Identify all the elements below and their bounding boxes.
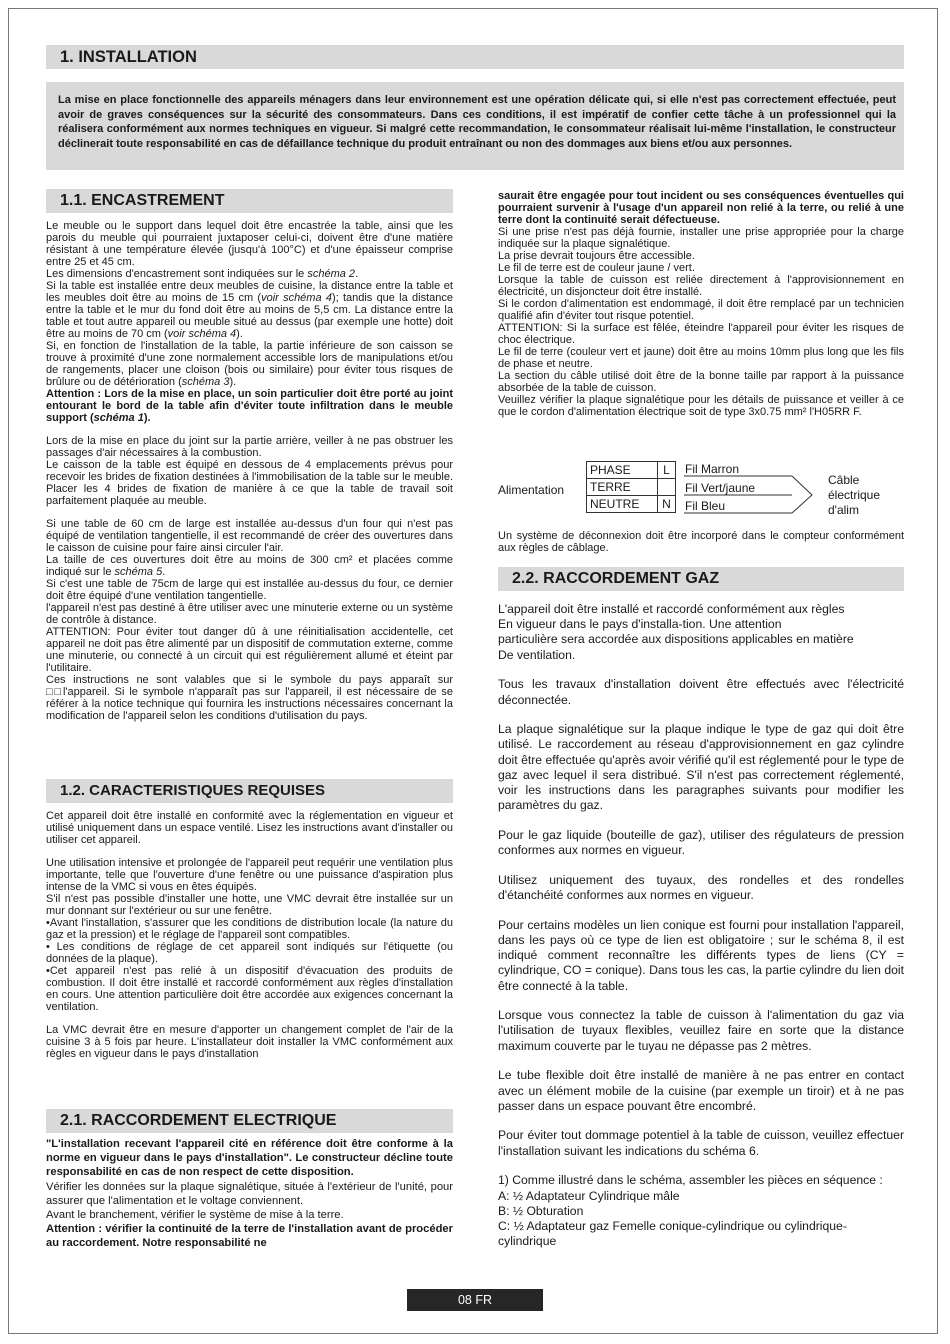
- paragraph: Si c'est une table de 75cm de large qui est installée au-dessus du four, ce dernier doit être équipé d'une ventilation tangentielle.: [46, 578, 453, 602]
- paragraph: Pour éviter tout dommage potentiel à la table de cuisson, veuillez effectuer l'installation suivant les indications du schéma 6.: [498, 1128, 904, 1158]
- paragraph: Pour le gaz liquide (bouteille de gaz), utiliser des régulateurs de pression conformes aux normes en vigueur.: [498, 827, 904, 858]
- wire-name: NEUTRE: [587, 496, 658, 513]
- paragraph: Avant le branchement, vérifier le système de mise à la terre.: [46, 1209, 344, 1222]
- warning-paragraph: Attention : vérifier la continuité de la terre de l'installation avant de procéder au raccordement. Notre responsabilité ne: [46, 1223, 453, 1250]
- cable-label: Câble électrique d'alim: [828, 473, 881, 517]
- paragraph: La section du câble utilisé doit être de la bonne taille par rapport à la puissance absorbée de la table de cuisson.: [498, 370, 904, 394]
- section-title-raccordement-electrique: 2.1. RACCORDEMENT ELECTRIQUE: [46, 1109, 453, 1133]
- wiring-row: [587, 479, 676, 496]
- wiring-supply-label: Alimentation: [498, 483, 565, 497]
- bullet-paragraph: •Cet appareil n'est pas relié à un dispositif d'évacuation des produits de combustion. Il doit être installé et raccordé conformément aux règles d'installation en cours. Une attention particulière doit être accordée aux exigences concernant la ventilation.: [46, 965, 453, 1013]
- paragraph: Si le cordon d'alimentation est endommagé, il doit être remplacé par un technicien qualifié afin d'éviter tout risque potentiel.: [498, 298, 904, 322]
- paragraph: Lorsque la table de cuisson est reliée directement à l'approvisionnement en électricité, un disjoncteur doit être installé.: [498, 274, 904, 298]
- wiring-table: [586, 461, 676, 513]
- section-title-caracteristiques: 1.2. CARACTERISTIQUES REQUISES: [46, 779, 453, 803]
- warning-paragraph: saurait être engagée pour tout incident ou ses conséquences éventuelles qui pourraient survenir à l'usage d'un appareil non relié à la terre, ou relié à une terre dont la continuité serait défectueuse.: [498, 190, 904, 226]
- page-number: 08 FR: [407, 1289, 543, 1311]
- wire-code: L: [658, 462, 676, 479]
- paragraph: Les dimensions d'encastrement sont indiquées sur le schéma 2.: [46, 268, 359, 280]
- section-caracteristiques: [46, 779, 453, 1060]
- wire-colour: Fil Bleu: [685, 499, 726, 513]
- paragraph: Le fil de terre (couleur vert et jaune) doit être au moins 10mm plus long que les fils de phase et neutre.: [498, 346, 904, 370]
- paragraph: Un système de déconnexion doit être incorporé dans le compteur conformément aux règles de câblage.: [498, 530, 904, 554]
- electric-disconnection: [498, 530, 904, 554]
- paragraph: Si, en fonction de l'installation de la table, la partie inférieure de son caisson se trouve à proximité d'une zone normalement accessible lors de manipulations et/ou de rangements, placer une cloison (bois ou similaire) pour éviter tous risques de brûlure ou de détérioration (schéma 3).: [46, 340, 453, 388]
- bullet-paragraph: • Les conditions de réglage de cet appareil sont indiqués sur l'étiquette (ou données de la plaque).: [46, 941, 453, 965]
- wiring-arrow-icon: [682, 461, 822, 519]
- paragraph: Lorsque vous connectez la table de cuisson à l'alimentation du gaz via l'utilisation de tuyaux flexibles, veuillez faire en sorte que la distance maximum couverte par le tuyau ne dépasse pas 2 mètres.: [498, 1008, 904, 1053]
- paragraph: Lors de la mise en place du joint sur la partie arrière, veiller à ne pas obstruer les passages d'air nécessaires à la combustion.: [46, 435, 453, 459]
- paragraph: La taille de ces ouvertures doit être au moins de 300 cm² et placées comme indiqué sur le schéma 5.: [46, 554, 453, 578]
- list-item: C: ½ Adaptateur gaz Femelle conique-cylindrique ou cylindrique-cylindrique: [498, 1219, 847, 1249]
- wire-colour: Fil Vert/jaune: [685, 481, 756, 495]
- paragraph: Le fil de terre est de couleur jaune / vert.: [498, 262, 695, 274]
- paragraph: Le tube flexible doit être installé de manière à ne pas entrer en contact avec un élément mobile de la cuisine (par exemple un tiroir) et à ne pas passer dans un espace pouvant être encombré.: [498, 1068, 904, 1113]
- paragraph: 1) Comme illustré dans le schéma, assembler les pièces en séquence :: [498, 1173, 883, 1188]
- warning-paragraph: "L'installation recevant l'appareil cité en référence doit être conforme à la norme en vigueur dans le pays d'installation". Le constructeur décline toute responsabilité en cas de non respect de cette disposition.: [46, 1138, 453, 1179]
- list-item: A: ½ Adaptateur Cylindrique mâle: [498, 1188, 680, 1203]
- paragraph: Une utilisation intensive et prolongée de l'appareil peut requérir une ventilation plus importante, telle que l'ouverture d'une fenêtre ou une puissance d'aspiration plus intense de la VMC si vous en êtes équipés.: [46, 857, 453, 893]
- paragraph: S'il n'est pas possible d'installer une hotte, une VMC devrait être installée sur un mur donnant sur l'extérieur ou sur une fenêtre.: [46, 893, 453, 917]
- wire-name: TERRE: [587, 479, 658, 496]
- warning-paragraph: Attention : Lors de la mise en place, un soin particulier doit être porté au joint entourant le bord de la table afin d'éviter toute infiltration dans le meuble support (schéma 1).: [46, 388, 453, 424]
- paragraph: Le caisson de la table est équipé en dessous de 4 emplacements prévus pour recevoir les brides de fixation destinées à l'immobilisation de la table sur le meuble. Placer les 4 brides de fixation de manière à ce que la table de travail soit parfaitement plaquée au meuble.: [46, 459, 453, 507]
- section-raccordement-electrique: [46, 1109, 453, 1251]
- intro-warning: La mise en place fonctionnelle des appareils ménagers dans leur environnement est une opération délicate qui, si elle n'est pas correctement effectuée, peut avoir de graves conséquences sur la sécurité des consommateurs. Dans ces conditions, il est impératif de confier cette tâche à un professionnel qui la réalisera conformément aux normes techniques en vigueur. Si malgré cette recommandation, le consommateur réalisait lui-même l'installation, le constructeur déclinerait toute responsabilité en cas de défaillance technique du produit entraînant ou non des dommages aux biens et/ou aux personnes.: [46, 82, 904, 170]
- paragraph: ATTENTION: Si la surface est fêlée, éteindre l'appareil pour éviter les risques de choc électrique.: [498, 322, 904, 346]
- paragraph: Vérifier les données sur la plaque signalétique, située à l'extérieur de l'unité, pour assurer que l'alimentation et le voltage conviennent.: [46, 1180, 453, 1207]
- paragraph: Pour certains modèles un lien conique est fourni pour installation l'appareil, dans les pays où ce type de lien est obligatoire ; sur le schéma 8, il est indiqué comment reconnaître les différents types de liens (CY = cylindrique, CO = conique). Dans tous les cas, la partie cylindre du lien doit être connecté à la table.: [498, 917, 904, 993]
- section-title-encastrement: 1.1. ENCASTREMENT: [46, 189, 453, 213]
- paragraph: l'appareil n'est pas destiné à être utiliser avec une minuterie externe ou un système de contrôle à distance.: [46, 602, 453, 626]
- paragraph: Si une table de 60 cm de large est installée au-dessus d'un four qui n'est pas équipé de ventilation tangentielle, il est recommandé de créer des ouvertures dans le caisson de cuisine pour faire ainsi circuler l'air.: [46, 518, 453, 554]
- section-title-raccordement-gaz: 2.2. RACCORDEMENT GAZ: [498, 567, 904, 591]
- electric-continued: [498, 190, 904, 418]
- wire-colour: Fil Marron: [685, 462, 740, 476]
- wiring-row: [587, 462, 676, 479]
- paragraph: Tous les travaux d'installation doivent être effectués avec l'électricité déconnectée.: [498, 677, 904, 707]
- paragraph: La plaque signalétique sur la plaque indique le type de gaz qui doit être utilisé. Le raccordement au réseau d'approvisionnement en gaz cylindre doit être effectuée qu'après avoir vérifié qu'il est réglementé pour le type de gaz avec lequel il sera distribué. S'il n'est pas correctement réglementé, voir les instructions dans les paragraphes suivants pour modifier les paramètres du gaz.: [498, 722, 904, 813]
- wire-code: N: [658, 496, 676, 513]
- section-encastrement: [46, 189, 453, 722]
- wiring-row: [587, 496, 676, 513]
- bullet-paragraph: •Avant l'installation, s'assurer que les conditions de distribution locale (la nature du gaz et la pression) et le réglage de l'appareil sont compatibles.: [46, 917, 453, 941]
- paragraph: L'appareil doit être installé et raccordé conformément aux règles En vigueur dans le pays d'installa-tion. Une attention particulière sera accordée aux dispositions applicables en matière De ventilation.: [498, 602, 854, 662]
- page-title: 1. INSTALLATION: [46, 45, 904, 69]
- paragraph: Si une prise n'est pas déjà fournie, installer une prise appropriée pour la charge indiquée sur la plaque signalétique.: [498, 226, 904, 250]
- list-item: B: ½ Obturation: [498, 1203, 584, 1218]
- paragraph: La VMC devrait être en mesure d'apporter un changement complet de l'air de la cuisine 3 à 5 fois par heure. L'installateur doit installer la VMC conformément aux règles en vigueur dans le pays d'installation: [46, 1024, 453, 1060]
- paragraph: Si la table est installée entre deux meubles de cuisine, la distance entre la table et les meubles doit être au moins de 15 cm (voir schéma 4); tandis que la distance entre la table et le mur du fond doit être au moins de 5,5 cm. La distance entre la table et tout autre appareil ou meuble situé au dessus (par exemple une hotte) doit être au moins de 70 cm (voir schéma 4).: [46, 280, 453, 340]
- paragraph: La prise devrait toujours être accessible.: [498, 250, 695, 262]
- paragraph: Ces instructions ne sont valables que si le symbole du pays apparaît sur □□l'appareil. Si le symbole n'apparaît pas sur l'appareil, il est nécessaire de se référer à la notice technique qui fournira les instructions nécessaires concernant la modification de l'appareil selon les conditions d'utilisation du pays.: [46, 674, 453, 722]
- paragraph: ATTENTION: Pour éviter tout danger dû à une réinitialisation accidentelle, cet appareil ne doit pas être alimenté par un dispositif de commutation externe, comme une minuterie, ou connecté à un circuit qui est régulièrement allumé et éteint par l'utilitaire.: [46, 626, 453, 674]
- wire-name: PHASE: [587, 462, 658, 479]
- wire-code: [658, 479, 676, 496]
- paragraph: Cet appareil doit être installé en conformité avec la réglementation en vigueur et utilisé uniquement dans un espace ventilé. Lisez les instructions avant d'installer ou utiliser cet appareil.: [46, 810, 453, 846]
- paragraph: Utilisez uniquement des tuyaux, des rondelles et des rondelles d'étanchéité conformes aux normes en vigueur.: [498, 872, 904, 903]
- wiring-diagram: [498, 459, 904, 521]
- section-raccordement-gaz: [498, 567, 904, 1249]
- paragraph: Le meuble ou le support dans lequel doit être encastrée la table, ainsi que les parois du meuble qui pourraient juxtaposer celui-ci, doivent être d'une matière résistant à une température élevée (jusqu'à 100°C) et d'une épaisseur comprise entre 25 et 45 cm.: [46, 220, 453, 268]
- paragraph: Veuillez vérifier la plaque signalétique pour les détails de puissance et veiller à ce que le cordon d'alimentation électrique soit de type 3x0.75 mm² l'H05RR F.: [498, 394, 904, 418]
